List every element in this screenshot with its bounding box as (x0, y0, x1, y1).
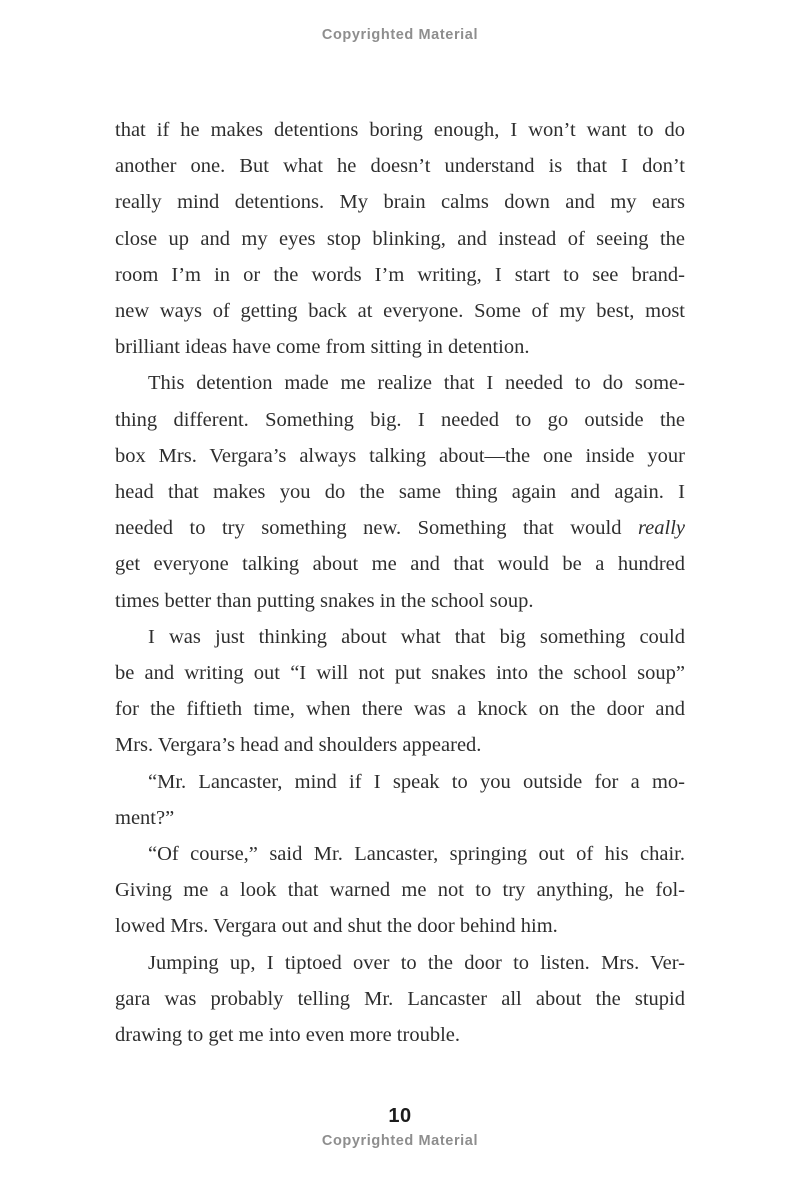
page-number: 10 (388, 1105, 412, 1127)
emphasized-word: really (637, 517, 685, 540)
text-line: brilliant ideas have come from sitting in detention. (115, 336, 530, 359)
text-line: get everyone talking about me and that would be a hundred (115, 553, 685, 576)
text-line: Mrs. Vergara’s head and shoulders appeared. (115, 734, 482, 757)
text-line: ment?” (115, 806, 175, 829)
paragraph (115, 945, 685, 1054)
paragraph (115, 112, 685, 365)
text-line: Giving me a look that warned me not to try anything, he fol- (115, 879, 685, 902)
text-line: box Mrs. Vergara’s always talking about—the one inside your (115, 444, 685, 467)
text-line: Jumping up, I tiptoed over to the door to listen. Mrs. Ver- (148, 951, 685, 974)
text-line: be and writing out “I will not put snakes into the school soup” (115, 662, 685, 685)
text-line: thing different. Something big. I needed to go outside the (115, 408, 685, 431)
copyright-notice-top: Copyrighted Material (321, 27, 479, 43)
text-line: head that makes you do the same thing again and again. I (115, 481, 685, 504)
text-line: room I’m in or the words I’m writing, I start to see brand- (115, 263, 685, 286)
text-line: gara was probably telling Mr. Lancaster all about the stupid (115, 987, 685, 1010)
text-line: I was just thinking about what that big something could (148, 625, 685, 648)
text-line: for the fiftieth time, when there was a knock on the door and (115, 698, 685, 721)
text-line: new ways of getting back at everyone. Some of my best, most (115, 300, 685, 323)
page-body (115, 112, 685, 1053)
text-line: This detention made me realize that I needed to do some- (148, 372, 685, 395)
text-line: close up and my eyes stop blinking, and instead of seeing the (115, 227, 685, 250)
text-line: times better than putting snakes in the school soup. (115, 589, 534, 612)
text-line: “Of course,” said Mr. Lancaster, springing out of his chair. (148, 843, 685, 866)
text-line: really mind detentions. My brain calms down and my ears (115, 191, 685, 214)
copyright-notice-bottom: Copyrighted Material (321, 1133, 479, 1149)
text-line: “Mr. Lancaster, mind if I speak to you outside for a mo- (148, 770, 685, 793)
text-line: needed to try something new. Something that would really (115, 517, 685, 540)
text-line: lowed Mrs. Vergara out and shut the door behind him. (115, 915, 558, 938)
paragraph (115, 764, 685, 836)
text-line: drawing to get me into even more trouble. (115, 1024, 460, 1047)
text-line: that if he makes detentions boring enough, I won’t want to do (115, 119, 685, 141)
paragraph (115, 365, 685, 618)
paragraph (115, 619, 685, 764)
paragraph (115, 836, 685, 945)
text-line: another one. But what he doesn’t understand is that I don’t (115, 155, 685, 178)
